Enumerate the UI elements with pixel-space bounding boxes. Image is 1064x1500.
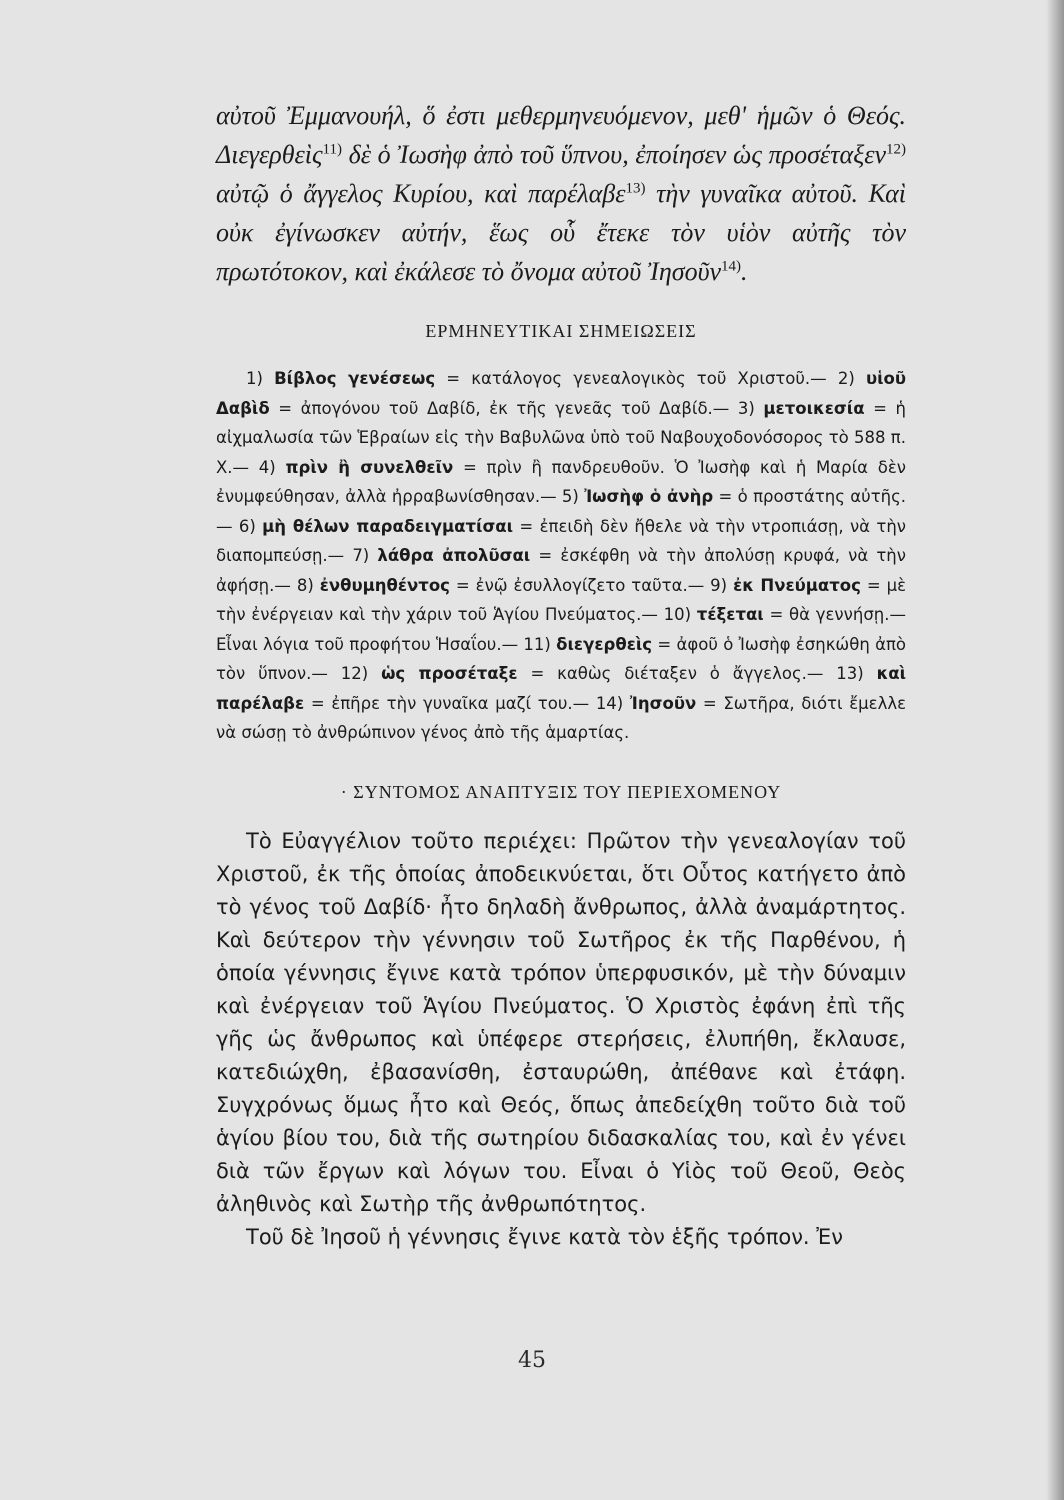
note-number: 12)	[340, 664, 369, 683]
note-term: υἱοῦ Δαβὶδ	[216, 369, 906, 418]
note-definition: = καθὼς διέταξεν ὁ ἄγγελος.—	[530, 664, 824, 683]
explanatory-notes	[216, 364, 906, 748]
note-definition: = θὰ γεννήσῃ.— Εἶναι λόγια τοῦ προφήτου Ἡσαΐου.—	[216, 605, 906, 654]
note-number: 4)	[258, 457, 276, 477]
note-ref-13: 13)	[625, 180, 646, 197]
note-term: Ἰησοῦν	[629, 693, 697, 713]
note-ref-11: 11)	[322, 141, 342, 158]
note-term: διεγερθεὶς	[556, 634, 653, 654]
note-definition: = Σωτῆρα, διότι ἔμελλε νὰ σώσῃ τὸ ἀνθρώπινον γένος ἀπὸ τῆς ἁμαρτίας.	[216, 693, 907, 742]
note-number: 10)	[663, 605, 692, 624]
note-term: ἐκ Πνεύματος	[733, 575, 861, 595]
note-definition: = ἀπογόνου τοῦ Δαβίδ, ἐκ τῆς γενεᾶς τοῦ Δαβίδ.—	[278, 398, 730, 418]
note-number: 13)	[836, 664, 864, 683]
verse-segment: αὐτοῦ Ἐμμανουήλ, ὅ ἐστι μεθερμηνευόμενον, μεθ' ἡμῶν ὁ Θεός. Διεγερθεὶς	[216, 101, 906, 169]
note-number: 6)	[238, 516, 256, 536]
note-definition: = ἀφοῦ ὁ Ἰωσὴφ ἐσηκώθη ἀπὸ τὸν ὕπνον.—	[216, 634, 906, 683]
note-term: ὡς προσέταξε	[381, 664, 518, 683]
note-definition: = κατάλογος γενεαλογικὸς τοῦ Χριστοῦ.—	[446, 369, 827, 388]
verse-segment: .	[741, 257, 748, 286]
note-term: λάθρα ἀπολῦσαι	[377, 546, 531, 565]
note-term: Ἰωσὴφ ὁ ἀνὴρ	[584, 487, 714, 506]
note-definition: = ἐσκέφθη νὰ τὴν ἀπολύσῃ κρυφά, νὰ τὴν ἀφήσῃ.—	[216, 546, 906, 595]
note-definition: = ἐπειδὴ δὲν ἤθελε νὰ τὴν ντροπιάσῃ, νὰ τὴν διαπομπεύσῃ.—	[216, 516, 907, 565]
note-definition: = μὲ τὴν ἐνέργειαν καὶ τὴν χάριν τοῦ Ἁγίου Πνεύματος.—	[216, 575, 907, 624]
note-term: τέξεται	[696, 605, 764, 624]
summary-paragraph: Τὸ Εὐαγγέλιον τοῦτο περιέχει: Πρῶτον τὴν γενεαλογίαν τοῦ Χριστοῦ, ἐκ τῆς ὁποίας ἀποδεικνύεται, ὅτι Οὗτος κατήγετο ἀπὸ τὸ γένος τοῦ Δαβίδ· ἦτο δηλαδὴ ἄνθρωπος, ἀλλὰ ἀναμάρτητος. Καὶ δεύτερον τὴν γέννησιν τοῦ Σωτῆρος ἐκ τῆς Παρθένου, ἡ ὁποία γέννησις ἔγινε κατὰ τρόπον ὑπερφυσικόν, μὲ τὴν δύναμιν καὶ ἐνέργειαν τοῦ Ἁγίου Πνεύματος. Ὁ Χριστὸς ἐφάνη ἐπὶ τῆς γῆς ὡς ἄνθρωπος καὶ ὑπέφερε στερήσεις, ἐλυπήθη, ἔκλαυσε, κατεδιώχθη, ἐβασανίσθη, ἐσταυρώθη, ἀπέθανε καὶ ἐτάφη. Συγχρόνως ὅμως ἦτο καὶ Θεός, ὅπως ἀπεδείχθη τοῦτο διὰ τοῦ ἁγίου βίου του, διὰ τῆς σωτηρίου διδασκαλίας του, καὶ ἐν γένει διὰ τῶν ἔργων καὶ λόγων του. Εἶναι ὁ Υἱὸς τοῦ Θεοῦ, Θεὸς ἀληθινὸς καὶ Σωτὴρ τῆς ἀνθρωπότητος.	[216, 828, 906, 1216]
gospel-verse-text	[216, 96, 906, 291]
page-number: 45	[518, 1348, 546, 1373]
note-number: 5)	[561, 487, 579, 506]
note-term: Βίβλος γενέσεως	[274, 369, 436, 388]
note-definition: = ἐπῆρε τὴν γυναῖκα μαζί του.—	[310, 693, 590, 713]
note-term: καὶ παρέλαβε	[216, 664, 907, 713]
summary-paragraph-continued: Τοῦ δὲ Ἰησοῦ ἡ γέννησις ἔγινε κατὰ τὸν ἑξῆς τρόπον. Ἐν	[246, 1224, 843, 1249]
summary-heading: · ΣΥΝΤΟΜΟΣ ΑΝΑΠΤΥΞΙΣ ΤΟΥ ΠΕΡΙΕΧΟΜΕΝΟΥ	[340, 781, 782, 802]
note-term: μετοικεσία	[763, 398, 865, 418]
note-definition: = ἐνῷ ἐσυλλογίζετο ταῦτα.—	[455, 575, 705, 595]
note-number: 7)	[352, 546, 370, 565]
note-term: ἐνθυμηθέντος	[319, 575, 450, 595]
note-definition: = ὁ προστάτης αὐτῆς.—	[216, 487, 907, 536]
notes-heading: ΕΡΜΗΝΕΥΤΙΚΑΙ ΣΗΜΕΙΩΣΕΙΣ	[425, 321, 697, 341]
verse-segment: τὴν γυναῖκα αὐτοῦ. Καὶ οὐκ ἐγίνωσκεν αὐτήν, ἕως οὗ ἔτεκε τὸν υἱὸν αὐτῆς τὸν πρωτότοκον, καὶ ἐκάλεσε τὸ ὄνομα αὐτοῦ Ἰησοῦν	[216, 179, 907, 286]
note-number: 3)	[737, 398, 755, 418]
note-definition: = πρὶν ἢ πανδρευθοῦν. Ὁ Ἰωσὴφ καὶ ἡ Μαρία δὲν ἐνυμφεύθησαν, ἀλλὰ ἠρραβωνίσθησαν.—	[216, 457, 907, 506]
note-number: 8)	[296, 575, 314, 595]
note-number: 9)	[710, 575, 728, 595]
note-number: 11)	[523, 634, 551, 654]
note-number: 2)	[837, 369, 855, 388]
note-term: μὴ θέλων παραδειγματίσαι	[262, 516, 514, 536]
verse-segment: αὐτῷ ὁ ἄγγελος Κυρίου, καὶ παρέλαβε	[216, 179, 626, 208]
verse-segment: δὲ ὁ Ἰωσὴφ ἀπὸ τοῦ ὕπνου, ἐποίησεν ὡς προσέταξεν	[348, 140, 887, 169]
note-ref-12: 12)	[886, 141, 907, 158]
note-term: πρὶν ἢ συνελθεῖν	[285, 457, 454, 477]
note-number: 1)	[246, 369, 263, 388]
note-definition: = ἡ αἰχμαλωσία τῶν Ἑβραίων εἰς τὴν Βαβυλῶνα ὑπὸ τοῦ Ναβουχοδονόσορος τὸ 588 π. Χ.—	[216, 398, 906, 477]
note-number: 14)	[595, 693, 624, 713]
page-edge-shadow	[1046, 0, 1064, 1500]
note-ref-14: 14)	[721, 258, 742, 275]
